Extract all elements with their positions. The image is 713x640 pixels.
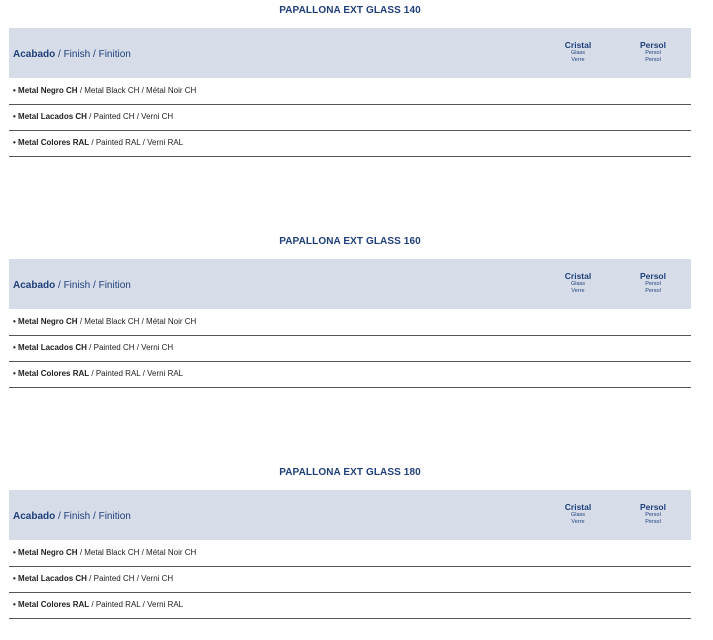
table-row: • Metal Lacados CH / Painted CH / Verni CH [9, 104, 691, 131]
table-row: • Metal Colores RAL / Painted RAL / Verni RAL [9, 361, 691, 388]
table-row: • Metal Colores RAL / Painted RAL / Verni RAL [9, 130, 691, 157]
table-row: • Metal Negro CH / Metal Black CH / Métal Noir CH [9, 78, 691, 105]
column-cristal: Cristal Glass Verre [564, 502, 592, 525]
table-row: • Metal Negro CH / Metal Black CH / Métal Noir CH [9, 309, 691, 336]
acabado-label: Acabado / Finish / Finition [13, 280, 131, 291]
column-cristal: Cristal Glass Verre [564, 271, 592, 294]
column-persol: Persol Persol Persol [640, 271, 666, 294]
table-row: • Metal Colores RAL / Painted RAL / Verni RAL [9, 592, 691, 619]
acabado-label: Acabado / Finish / Finition [13, 49, 131, 60]
table-row: • Metal Lacados CH / Painted CH / Verni CH [9, 335, 691, 362]
acabado-label: Acabado / Finish / Finition [13, 511, 131, 522]
table-row: • Metal Lacados CH / Painted CH / Verni CH [9, 566, 691, 593]
section-title: PAPALLONA EXT GLASS 160 [279, 236, 421, 247]
table-row: • Metal Negro CH / Metal Black CH / Métal Noir CH [9, 540, 691, 567]
table-header [9, 490, 691, 540]
column-persol: Persol Persol Persol [640, 502, 666, 525]
section-title: PAPALLONA EXT GLASS 140 [279, 5, 421, 16]
section-title: PAPALLONA EXT GLASS 180 [279, 467, 421, 478]
column-cristal: Cristal Glass Verre [564, 40, 592, 63]
column-persol: Persol Persol Persol [640, 40, 666, 63]
table-header [9, 259, 691, 309]
table-header [9, 28, 691, 78]
